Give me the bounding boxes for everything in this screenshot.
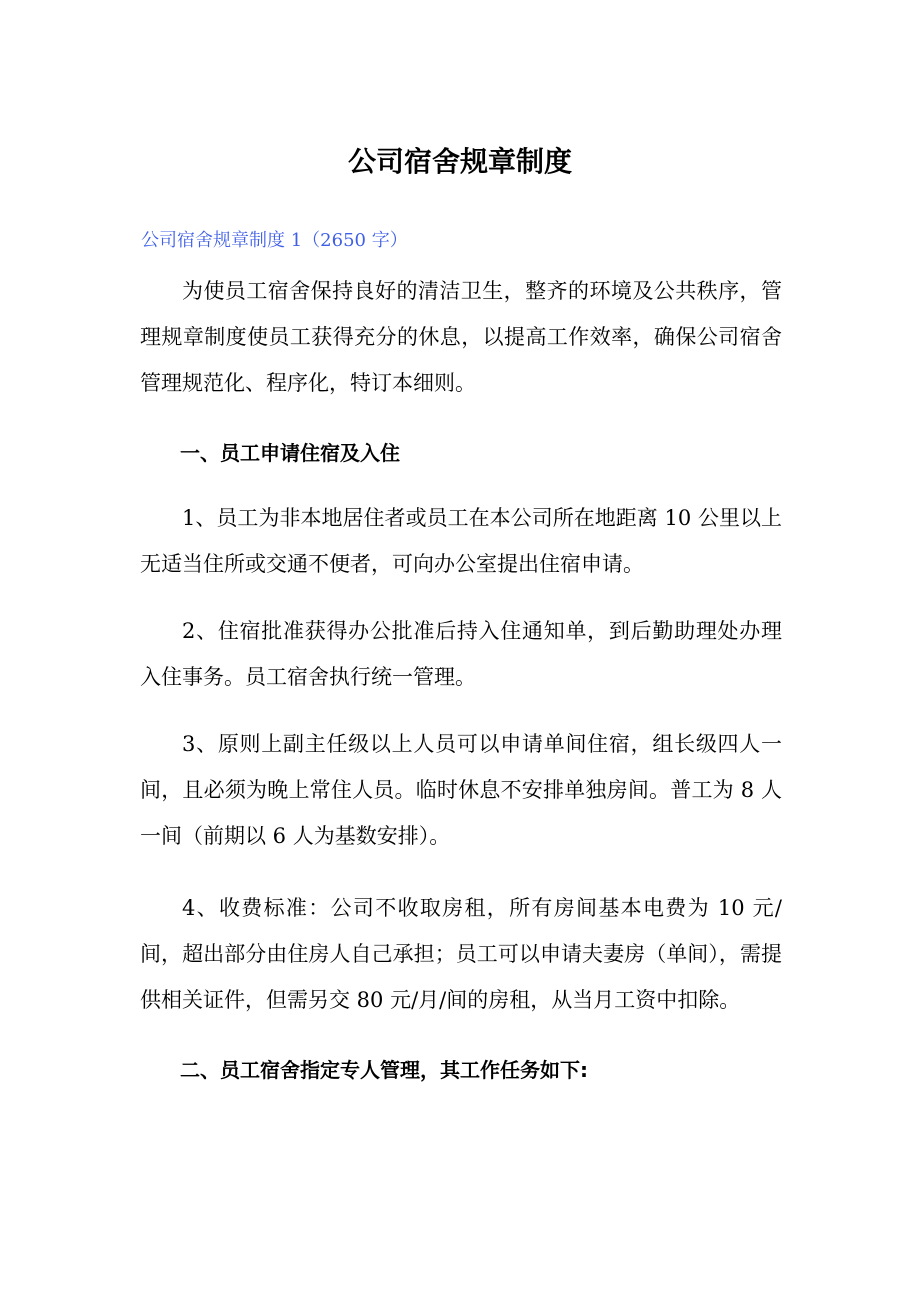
section1-item-1-block [140,495,782,587]
document-title: 公司宿舍规章制度 [347,145,572,178]
section1-item-2: 2、住宿批准获得办公批准后持入住通知单，到后勤助理处办理入住事务。员工宿舍执行统一管理。 [140,619,782,689]
document-subtitle-link[interactable]: 公司宿舍规章制度 1（2650 字） [141,230,408,251]
section1-item-4: 4、收费标准：公司不收取房租，所有房间基本电费为 10 元/间，超出部分由住房人自己承担；员工可以申请夫妻房（单间），需提供相关证件，但需另交 80 元/月/间的房租，从当月工资中扣除。 [140,896,782,1012]
section1-heading: 一、员工申请住宿及入住 [180,441,400,465]
section2-heading: 二、员工宿舍指定专人管理，其工作任务如下: [180,1058,588,1082]
section1-heading-block [140,430,782,476]
section2-heading-block [140,1047,782,1093]
section1-item-2-block [140,608,782,700]
intro-paragraph-block [140,268,782,406]
intro-paragraph: 为使员工宿舍保持良好的清洁卫生，整齐的环境及公共秩序，管理规章制度使员工获得充分的休息，以提高工作效率，确保公司宿舍管理规范化、程序化，特订本细则。 [140,279,782,395]
section1-item-4-block [140,885,782,1023]
section1-item-3-block [140,721,782,859]
section1-item-3: 3、原则上副主任级以上人员可以申请单间住宿，组长级四人一间，且必须为晚上常住人员。临时休息不安排单独房间。普工为 8 人一间（前期以 6 人为基数安排）。 [140,732,782,848]
section1-item-1: 1、员工为非本地居住者或员工在本公司所在地距离 10 公里以上无适当住所或交通不便者，可向办公室提出住宿申请。 [140,506,782,576]
